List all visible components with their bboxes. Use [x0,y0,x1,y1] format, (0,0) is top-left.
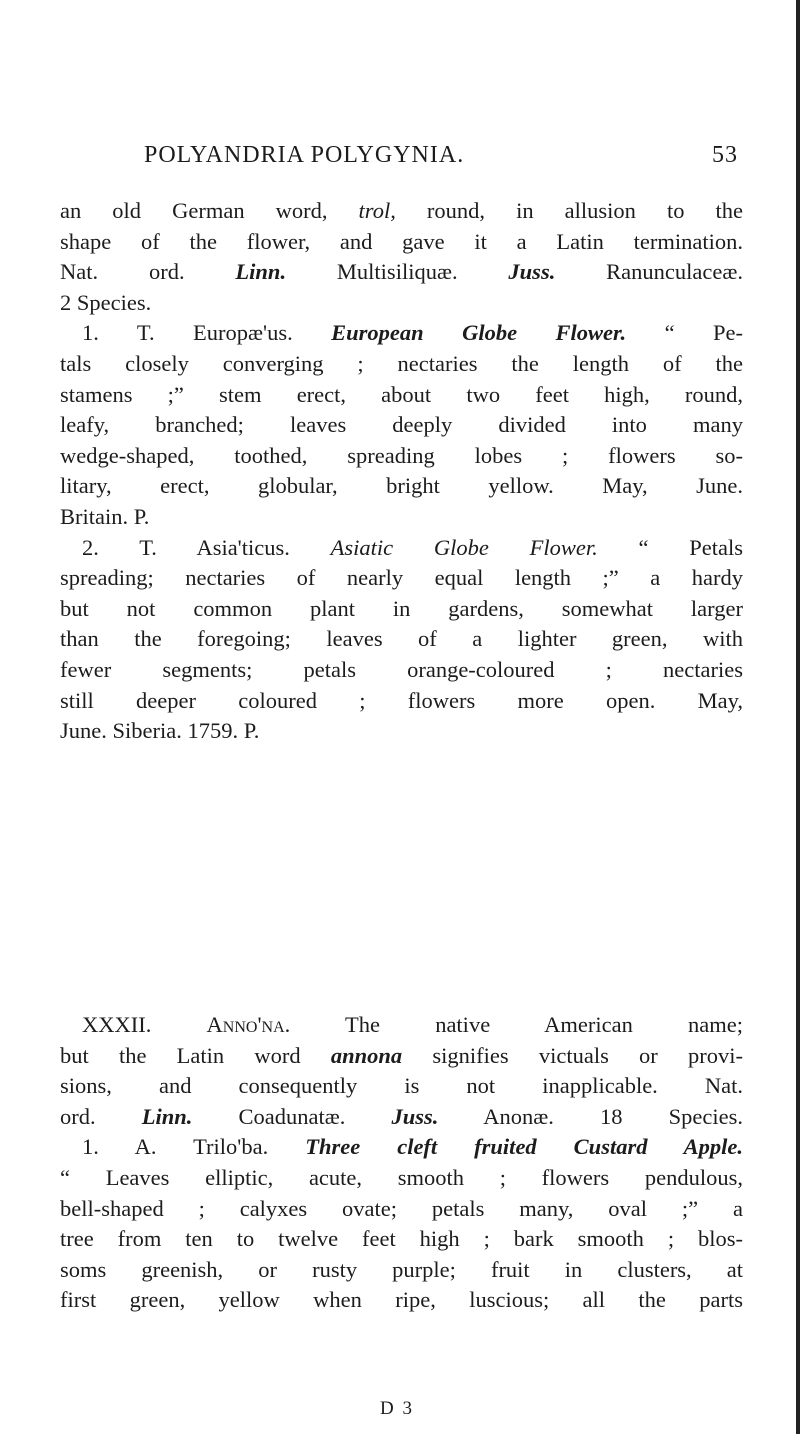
genus-heading-annona: XXXII. Anno'na. The native American name; [82,1012,743,1037]
text-line: than the foregoing; leaves of a lighter green, with [60,626,743,652]
running-head-title: POLYANDRIA POLYGYNIA. [144,142,465,168]
text-line: fewer segments; petals orange-coloured ; nectaries [60,656,743,682]
text-line: but not common plant in gardens, somewhat larger [60,595,743,621]
text-line: shape of the flower, and gave it a Latin termination. [60,228,743,254]
text-line: 2 Species. [60,289,152,315]
text-line: bell-shaped ; calyxes ovate; petals many, oval ;” a [60,1195,743,1221]
signature-mark: D 3 [380,1398,414,1419]
text-line: an old German word, trol, round, in allusion to the [60,198,743,223]
text-line: stamens ;” stem erect, about two feet high, round, [60,381,743,407]
species-heading-europaeus: 1. T. Europæ'us. European Globe Flower. “ Pe- [82,320,743,346]
species-heading-asiaticus: 2. T. Asia'ticus. Asiatic Globe Flower. “ Petals [82,534,743,560]
text-line: ord. Linn. Coadunatæ. Juss. Anonæ. 18 Species. [60,1103,743,1129]
page-edge [796,0,800,1434]
text-line: spreading; nectaries of nearly equal length ;” a hardy [60,565,743,591]
text-line: Britain. P. [60,503,150,529]
text-line: leafy, branched; leaves deeply divided into many [60,412,743,438]
page-number: 53 [712,142,738,168]
running-head [60,142,738,182]
trollius-section [60,196,743,747]
text-line: wedge-shaped, toothed, spreading lobes ; flowers so- [60,442,743,468]
text-line: tree from ten to twelve feet high ; bark smooth ; blos- [60,1226,743,1252]
text-line: June. Siberia. 1759. P. [60,718,260,744]
text-line: first green, yellow when ripe, luscious; all the parts [60,1287,743,1313]
text-line: “ Leaves elliptic, acute, smooth ; flowers pendulous, [60,1164,743,1190]
text-line: soms greenish, or rusty purple; fruit in clusters, at [60,1256,743,1282]
text-line: Nat. ord. Linn. Multisiliquæ. Juss. Ranunculaceæ. [60,259,743,285]
text-line: sions, and consequently is not inapplicable. Nat. [60,1073,743,1099]
text-line: tals closely converging ; nectaries the length of the [60,350,743,376]
species-heading-triloba: 1. A. Trilo'ba. Three cleft fruited Custard Apple. [82,1134,743,1160]
text-line: but the Latin word annona signifies victuals or provi- [60,1042,743,1068]
text-line: litary, erect, globular, bright yellow. May, June. [60,473,743,499]
text-line: still deeper coloured ; flowers more open. May, [60,687,743,713]
annona-section [60,1010,743,1316]
